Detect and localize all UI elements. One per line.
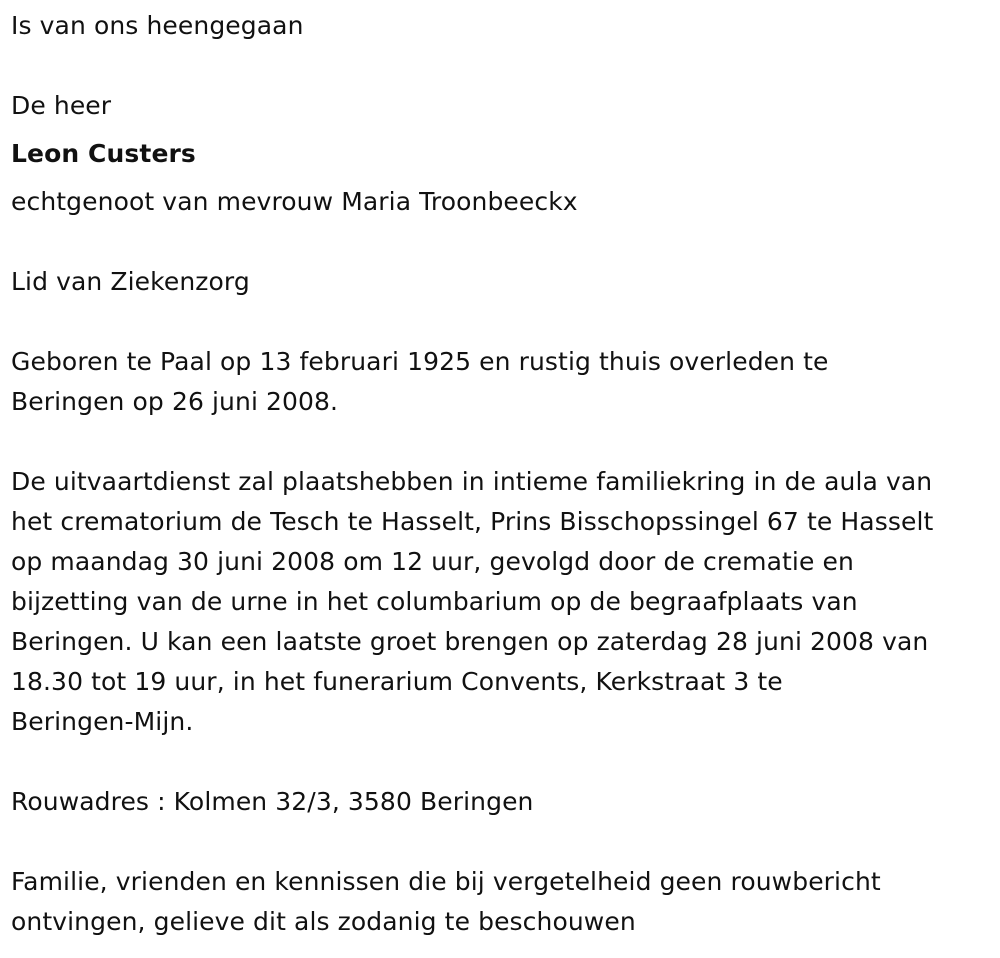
service-paragraph <box>11 462 933 742</box>
service-line: De uitvaartdienst zal plaatshebben in intieme familiekring in de aula van <box>11 467 933 496</box>
service-line: het crematorium de Tesch te Hasselt, Prins Bisschopssingel 67 te Hasselt <box>11 507 934 536</box>
deceased-name: Leon Custers <box>11 139 196 168</box>
membership-line: Lid van Ziekenzorg <box>11 267 250 296</box>
service-line: bijzetting van de urne in het columbarium op de begraafplaats van <box>11 587 858 616</box>
closing-line: ontvingen, gelieve dit als zodanig te beschouwen <box>11 907 636 936</box>
mourning-address: Rouwadres : Kolmen 32/3, 3580 Beringen <box>11 787 534 816</box>
service-line: Beringen. U kan een laatste groet brengen op zaterdag 28 juni 2008 van <box>11 627 929 656</box>
birth-death-line: Geboren te Paal op 13 februari 1925 en rustig thuis overleden te <box>11 347 829 376</box>
spouse-line: echtgenoot van mevrouw Maria Troonbeeckx <box>11 187 578 216</box>
service-line: op maandag 30 juni 2008 om 12 uur, gevolgd door de crematie en <box>11 547 854 576</box>
title-prefix: De heer <box>11 91 112 120</box>
service-line: 18.30 tot 19 uur, in het funerarium Convents, Kerkstraat 3 te <box>11 667 783 696</box>
birth-death-line: Beringen op 26 juni 2008. <box>11 387 339 416</box>
closing-paragraph <box>11 862 881 942</box>
birth-death-paragraph <box>11 342 829 422</box>
intro-line: Is van ons heengegaan <box>11 11 304 40</box>
closing-line: Familie, vrienden en kennissen die bij vergetelheid geen rouwbericht <box>11 867 881 896</box>
service-line: Beringen-Mijn. <box>11 707 194 736</box>
